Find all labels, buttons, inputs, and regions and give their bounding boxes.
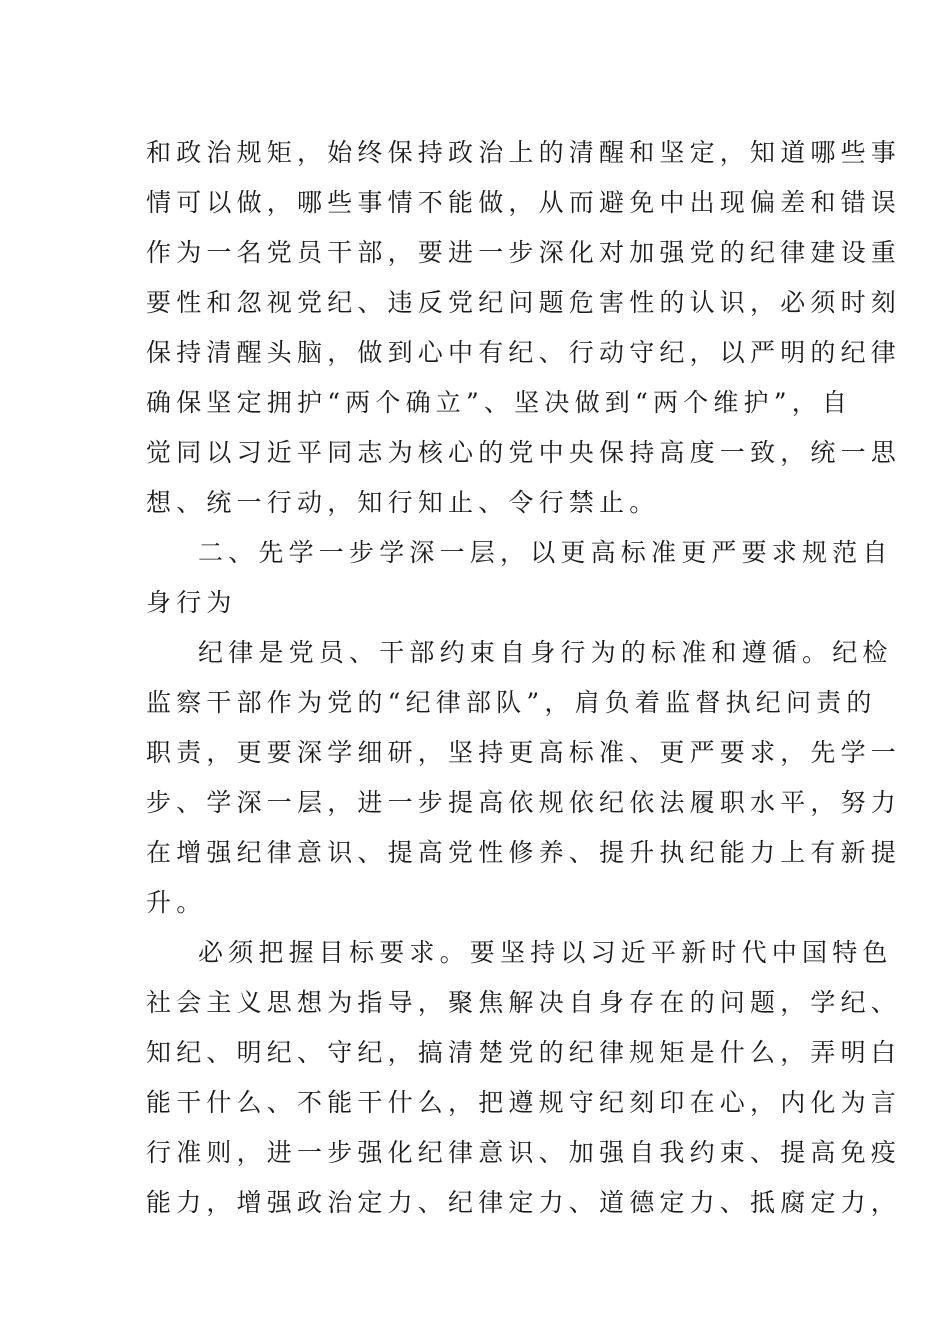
text-line: 能干什么、不能干什么，把遵规守纪刻印在心，内化为言	[146, 1088, 902, 1117]
document-body	[146, 128, 902, 1228]
text-line: 行准则，进一步强化纪律意识、加强自我约束、提高免疫	[146, 1138, 902, 1167]
text-line: 作为一名党员干部，要进一步深化对加强党的纪律建设重	[146, 238, 902, 267]
text-line: 知纪、明纪、守纪，搞清楚党的纪律规矩是什么，弄明白	[146, 1038, 902, 1067]
text-line: 职责，更要深学细研，坚持更高标准、更严要求，先学一	[146, 738, 902, 767]
text-line: 必须把握目标要求。要坚持以习近平新时代中国特色	[198, 938, 893, 967]
section-heading-continued: 身行为	[146, 588, 237, 617]
text-line: 想、统一行动，知行知止、令行禁止。	[146, 488, 660, 517]
text-line: 纪律是党员、干部约束自身行为的标准和遵循。纪检	[198, 638, 893, 667]
text-line: 社会主义思想为指导，聚焦解决自身存在的问题，学纪、	[146, 988, 902, 1017]
text-line: 觉同以习近平同志为核心的党中央保持高度一致，统一思	[146, 438, 902, 467]
text-line: 在增强纪律意识、提高党性修养、提升执纪能力上有新提	[146, 838, 902, 867]
text-line: 升。	[146, 888, 207, 917]
text-line: 能力，增强政治定力、纪律定力、道德定力、抵腐定力，	[146, 1188, 902, 1217]
text-line: 保持清醒头脑，做到心中有纪、行动守纪，以严明的纪律	[146, 338, 902, 367]
section-heading: 二、先学一步学深一层，以更高标准更严要求规范自	[198, 538, 893, 567]
text-line: 和政治规矩，始终保持政治上的清醒和坚定，知道哪些事	[146, 138, 902, 167]
text-line: 确保坚定拥护“两个确立”、坚决做到“两个维护”，自	[146, 388, 853, 417]
text-line: 要性和忽视党纪、违反党纪问题危害性的认识，必须时刻	[146, 288, 902, 317]
text-line: 步、学深一层，进一步提高依规依纪依法履职水平，努力	[146, 788, 902, 817]
text-line: 监察干部作为党的“纪律部队”，肩负着监督执纪问责的	[146, 688, 877, 717]
text-line: 情可以做，哪些事情不能做，从而避免中出现偏差和错误	[146, 188, 902, 217]
